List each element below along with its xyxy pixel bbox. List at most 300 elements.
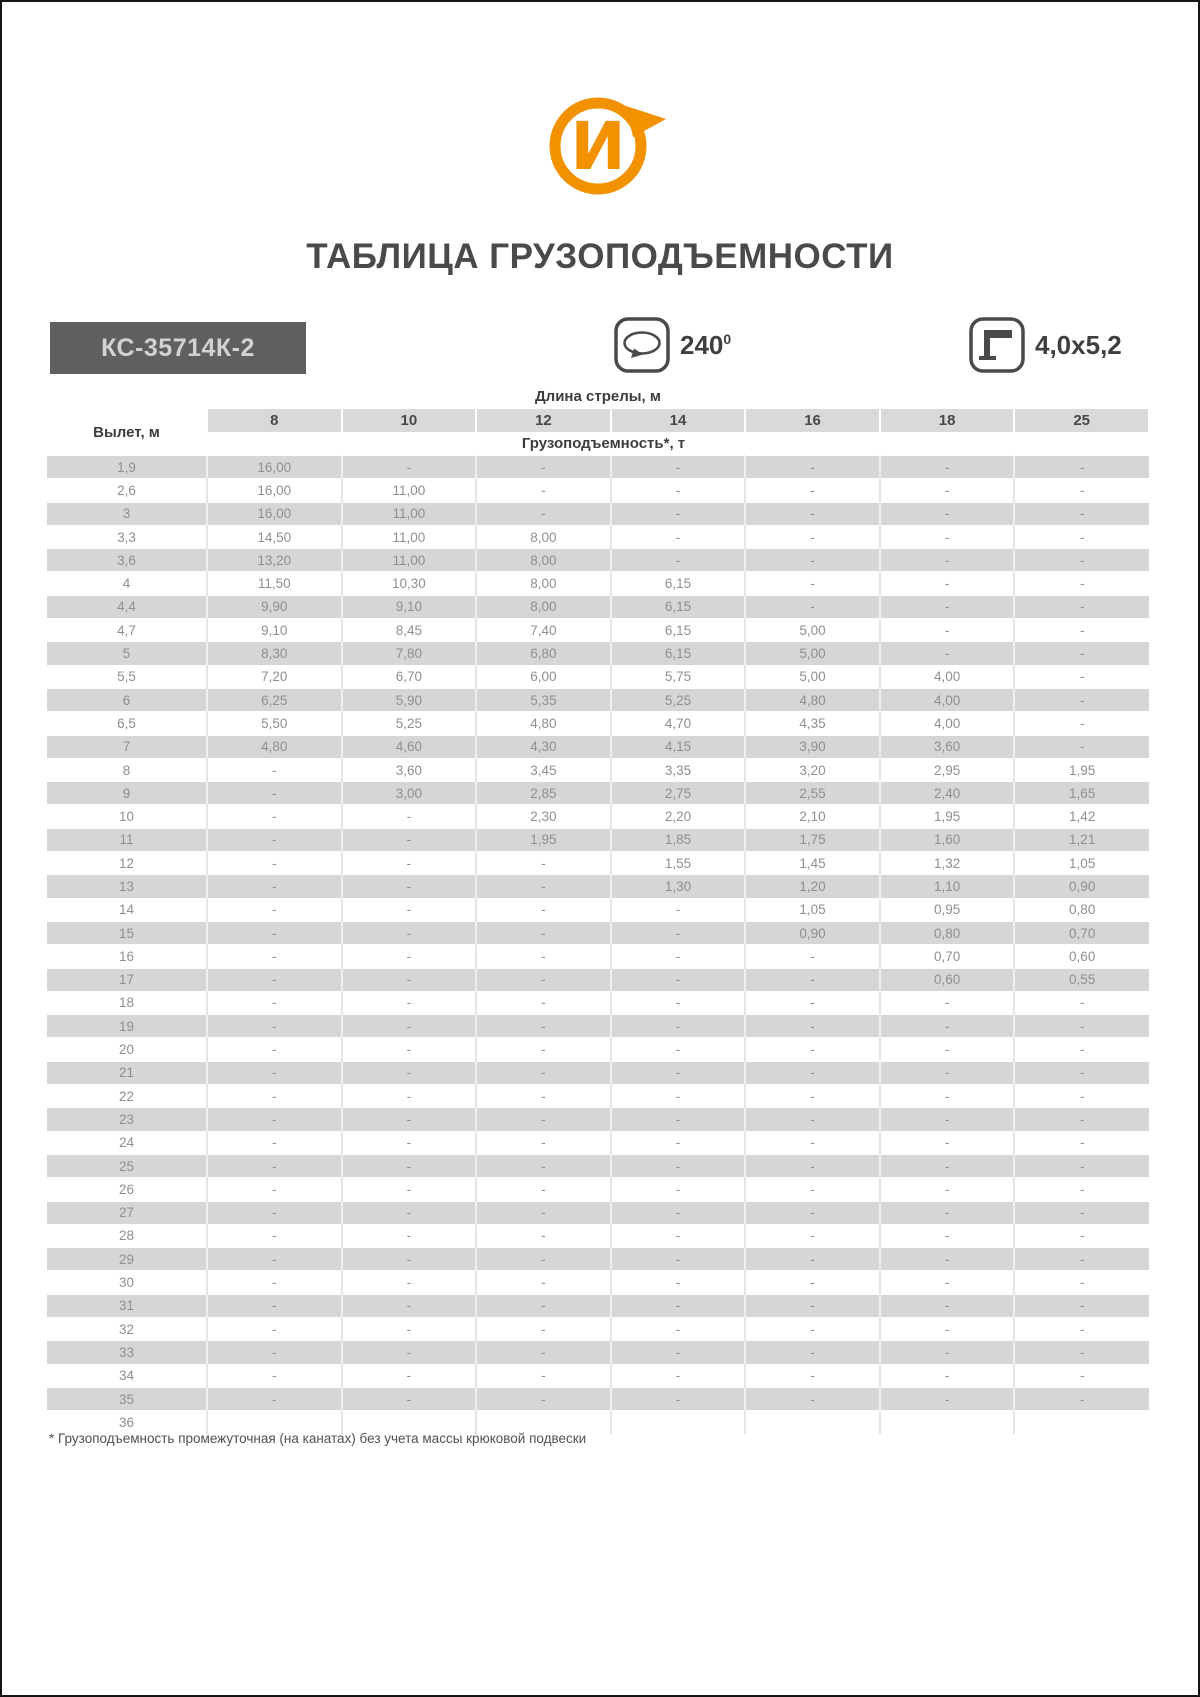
capacity-cell: - xyxy=(745,1131,880,1154)
capacity-cell: - xyxy=(745,1341,880,1364)
boom-length-column: 25 xyxy=(1014,409,1149,432)
capacity-cell: - xyxy=(342,875,477,898)
capacity-cell: 6,70 xyxy=(342,665,477,688)
capacity-cell: - xyxy=(1014,735,1149,758)
table-row xyxy=(47,1154,1149,1177)
table-row xyxy=(47,898,1149,921)
capacity-cell: 7,80 xyxy=(342,642,477,665)
outriggers-label: 4,0х5,2 xyxy=(1035,329,1122,360)
capacity-cell: - xyxy=(342,1154,477,1177)
capacity-cell: - xyxy=(342,852,477,875)
outreach-cell: 3 xyxy=(47,502,207,525)
outreach-cell: 25 xyxy=(47,1154,207,1177)
capacity-cell: - xyxy=(476,1364,611,1387)
table-row xyxy=(47,991,1149,1014)
capacity-cell: 8,00 xyxy=(476,525,611,548)
table-row xyxy=(47,1038,1149,1061)
capacity-cell: 10,30 xyxy=(342,572,477,595)
table-row xyxy=(47,875,1149,898)
capacity-cell: 4,00 xyxy=(880,712,1015,735)
outreach-cell: 12 xyxy=(47,852,207,875)
outreach-cell: 34 xyxy=(47,1364,207,1387)
table-row xyxy=(47,1317,1149,1340)
outreach-cell: 7 xyxy=(47,735,207,758)
capacity-cell: 2,55 xyxy=(745,782,880,805)
capacity-cell: - xyxy=(476,1038,611,1061)
capacity-cell: 1,75 xyxy=(745,828,880,851)
capacity-cell: 3,20 xyxy=(745,758,880,781)
capacity-cell: 4,80 xyxy=(476,712,611,735)
capacity-cell: 1,10 xyxy=(880,875,1015,898)
capacity-cell: 0,60 xyxy=(880,968,1015,991)
capacity-cell: - xyxy=(207,1294,342,1317)
capacity-cell: 6,15 xyxy=(611,595,746,618)
outreach-cell: 14 xyxy=(47,898,207,921)
capacity-cell: 5,25 xyxy=(342,712,477,735)
outreach-cell: 30 xyxy=(47,1271,207,1294)
capacity-cell: - xyxy=(207,1317,342,1340)
capacity-cell: 9,10 xyxy=(342,595,477,618)
capacity-cell: - xyxy=(1014,1061,1149,1084)
outreach-cell: 17 xyxy=(47,968,207,991)
capacity-cell: - xyxy=(207,968,342,991)
capacity-cell: - xyxy=(342,968,477,991)
capacity-cell: 11,50 xyxy=(207,572,342,595)
table-row xyxy=(47,665,1149,688)
capacity-cell: 0,80 xyxy=(1014,898,1149,921)
capacity-cell: - xyxy=(880,1294,1015,1317)
outreach-cell: 6,5 xyxy=(47,712,207,735)
capacity-cell: 1,60 xyxy=(880,828,1015,851)
capacity-cell: - xyxy=(880,1224,1015,1247)
capacity-cell: - xyxy=(207,1178,342,1201)
outreach-cell: 26 xyxy=(47,1178,207,1201)
capacity-cell: 9,10 xyxy=(207,619,342,642)
capacity-table xyxy=(47,383,1150,1434)
capacity-cell: 4,30 xyxy=(476,735,611,758)
capacity-cell: 2,95 xyxy=(880,758,1015,781)
capacity-cell: - xyxy=(745,1294,880,1317)
capacity-cell: - xyxy=(880,1038,1015,1061)
capacity-cell: - xyxy=(207,945,342,968)
table-row xyxy=(47,1271,1149,1294)
capacity-cell: - xyxy=(476,968,611,991)
capacity-cell: - xyxy=(745,502,880,525)
capacity-cell: - xyxy=(880,1341,1015,1364)
outreach-cell: 1,9 xyxy=(47,456,207,479)
table-row xyxy=(47,525,1149,548)
capacity-cell: - xyxy=(745,968,880,991)
capacity-cell: - xyxy=(342,1317,477,1340)
table-row xyxy=(47,1341,1149,1364)
table-row xyxy=(47,619,1149,642)
capacity-cell: - xyxy=(745,991,880,1014)
capacity-cell: - xyxy=(1014,1317,1149,1340)
table-row xyxy=(47,595,1149,618)
capacity-cell: - xyxy=(611,921,746,944)
capacity-cell: - xyxy=(476,1387,611,1410)
capacity-cell: 2,10 xyxy=(745,805,880,828)
rotation-control xyxy=(613,316,731,374)
capacity-cell: - xyxy=(1014,665,1149,688)
capacity-cell: - xyxy=(476,1271,611,1294)
capacity-cell: 4,80 xyxy=(745,688,880,711)
capacity-cell xyxy=(1014,1411,1149,1434)
table-row xyxy=(47,456,1149,479)
table-row xyxy=(47,945,1149,968)
capacity-header: Грузоподъемность*, т xyxy=(521,435,686,452)
outreach-cell: 3,6 xyxy=(47,549,207,572)
capacity-cell: - xyxy=(880,1248,1015,1271)
outreach-cell: 4,7 xyxy=(47,619,207,642)
capacity-cell: - xyxy=(342,1085,477,1108)
capacity-cell: - xyxy=(342,1108,477,1131)
footnote: * Грузоподъемность промежуточная (на канатах) без учета массы крюковой подвески xyxy=(49,1431,587,1446)
capacity-cell: - xyxy=(745,1015,880,1038)
capacity-cell: 4,70 xyxy=(611,712,746,735)
table-row xyxy=(47,479,1149,502)
outreach-cell: 5 xyxy=(47,642,207,665)
table-row xyxy=(47,1131,1149,1154)
capacity-cell: - xyxy=(611,1015,746,1038)
outreach-cell: 3,3 xyxy=(47,525,207,548)
capacity-cell: - xyxy=(1014,1108,1149,1131)
boom-length-header: Длина стрелы, м xyxy=(47,383,1149,409)
capacity-cell: - xyxy=(880,479,1015,502)
table-row xyxy=(47,1248,1149,1271)
capacity-cell: - xyxy=(342,805,477,828)
capacity-cell: - xyxy=(1014,502,1149,525)
capacity-cell: - xyxy=(611,1085,746,1108)
capacity-cell: - xyxy=(745,595,880,618)
capacity-cell: - xyxy=(611,898,746,921)
boom-length-column: 12 xyxy=(476,409,611,432)
table-row xyxy=(47,1108,1149,1131)
outreach-cell: 5,5 xyxy=(47,665,207,688)
capacity-cell: - xyxy=(476,1201,611,1224)
capacity-cell: 0,60 xyxy=(1014,945,1149,968)
capacity-cell: 4,00 xyxy=(880,665,1015,688)
outreach-cell: 4,4 xyxy=(47,595,207,618)
capacity-cell: - xyxy=(342,1178,477,1201)
capacity-cell: - xyxy=(611,1154,746,1177)
rotation-label: $240^0$ xyxy=(680,329,732,360)
capacity-cell: - xyxy=(1014,1364,1149,1387)
capacity-cell: - xyxy=(476,1224,611,1247)
capacity-cell: - xyxy=(476,502,611,525)
outreach-cell: 29 xyxy=(47,1248,207,1271)
capacity-cell: - xyxy=(745,1154,880,1177)
capacity-cell: 8,00 xyxy=(476,549,611,572)
boom-length-column: 8 xyxy=(207,409,342,432)
capacity-cell: - xyxy=(207,921,342,944)
outreach-cell: 18 xyxy=(47,991,207,1014)
capacity-cell: 3,60 xyxy=(880,735,1015,758)
capacity-cell: 6,25 xyxy=(207,688,342,711)
table-row xyxy=(47,782,1149,805)
capacity-cell: - xyxy=(342,1061,477,1084)
outreach-cell: 21 xyxy=(47,1061,207,1084)
capacity-cell: - xyxy=(880,1178,1015,1201)
capacity-cell: 1,32 xyxy=(880,852,1015,875)
boom-columns-row xyxy=(47,409,1149,432)
capacity-cell: 1,45 xyxy=(745,852,880,875)
model-badge xyxy=(50,322,306,374)
capacity-cell: 6,80 xyxy=(476,642,611,665)
outreach-cell: 11 xyxy=(47,828,207,851)
capacity-cell: - xyxy=(207,1154,342,1177)
outreach-cell: 35 xyxy=(47,1387,207,1410)
outreach-cell: 19 xyxy=(47,1015,207,1038)
capacity-cell: - xyxy=(880,1108,1015,1131)
capacity-cell: 1,55 xyxy=(611,852,746,875)
table-row xyxy=(47,502,1149,525)
boom-length-column: 16 xyxy=(745,409,880,432)
boom-length-column: 18 xyxy=(880,409,1015,432)
capacity-cell: - xyxy=(1014,642,1149,665)
capacity-cell: - xyxy=(476,1154,611,1177)
capacity-cell: - xyxy=(745,945,880,968)
capacity-cell: - xyxy=(207,1387,342,1410)
capacity-cell: - xyxy=(342,898,477,921)
capacity-cell: - xyxy=(342,991,477,1014)
capacity-cell: 1,05 xyxy=(1014,852,1149,875)
table-row xyxy=(47,1015,1149,1038)
capacity-cell: - xyxy=(476,945,611,968)
capacity-cell: - xyxy=(880,1317,1015,1340)
capacity-cell: 1,30 xyxy=(611,875,746,898)
capacity-cell: - xyxy=(207,1248,342,1271)
capacity-cell: - xyxy=(476,1248,611,1271)
capacity-cell: - xyxy=(476,479,611,502)
capacity-cell: - xyxy=(880,595,1015,618)
table-row xyxy=(47,642,1149,665)
capacity-cell: - xyxy=(476,1317,611,1340)
capacity-cell: - xyxy=(342,1201,477,1224)
capacity-cell: - xyxy=(1014,1294,1149,1317)
outreach-cell: 22 xyxy=(47,1085,207,1108)
capacity-cell: - xyxy=(745,1178,880,1201)
capacity-cell: 0,70 xyxy=(880,945,1015,968)
capacity-cell: - xyxy=(1014,525,1149,548)
capacity-cell: - xyxy=(745,1387,880,1410)
capacity-cell: - xyxy=(342,456,477,479)
capacity-cell: 0,80 xyxy=(880,921,1015,944)
capacity-cell: - xyxy=(1014,1038,1149,1061)
capacity-cell: - xyxy=(611,1317,746,1340)
capacity-cell: 11,00 xyxy=(342,549,477,572)
capacity-cell: - xyxy=(880,1387,1015,1410)
boom-length-column: 14 xyxy=(611,409,746,432)
table-row xyxy=(47,1294,1149,1317)
capacity-cell: - xyxy=(880,1015,1015,1038)
capacity-cell: 4,35 xyxy=(745,712,880,735)
model-label: КС-35714К-2 xyxy=(101,333,255,362)
capacity-cell: 0,95 xyxy=(880,898,1015,921)
capacity-cell: 0,55 xyxy=(1014,968,1149,991)
table-row xyxy=(47,572,1149,595)
capacity-cell: 1,95 xyxy=(880,805,1015,828)
capacity-cell: - xyxy=(207,898,342,921)
capacity-cell: - xyxy=(207,1201,342,1224)
capacity-cell: - xyxy=(476,1015,611,1038)
capacity-cell: 2,40 xyxy=(880,782,1015,805)
capacity-cell: - xyxy=(1014,1015,1149,1038)
table-row xyxy=(47,1224,1149,1247)
capacity-cell: - xyxy=(1014,572,1149,595)
capacity-table-body xyxy=(47,456,1149,1434)
capacity-cell: 2,75 xyxy=(611,782,746,805)
capacity-cell: - xyxy=(342,1364,477,1387)
capacity-cell: 5,25 xyxy=(611,688,746,711)
capacity-cell: - xyxy=(611,1131,746,1154)
table-row xyxy=(47,968,1149,991)
capacity-cell: 4,00 xyxy=(880,688,1015,711)
table-row xyxy=(47,688,1149,711)
capacity-cell: - xyxy=(611,968,746,991)
capacity-cell: 11,00 xyxy=(342,479,477,502)
capacity-cell: - xyxy=(207,1085,342,1108)
capacity-cell: - xyxy=(611,1364,746,1387)
capacity-cell: - xyxy=(1014,619,1149,642)
capacity-cell: - xyxy=(476,1085,611,1108)
capacity-cell: - xyxy=(342,1015,477,1038)
capacity-cell: - xyxy=(1014,456,1149,479)
svg-text:И: И xyxy=(570,108,626,185)
capacity-cell: - xyxy=(880,1061,1015,1084)
capacity-cell: 1,21 xyxy=(1014,828,1149,851)
capacity-cell: - xyxy=(745,456,880,479)
capacity-cell: 13,20 xyxy=(207,549,342,572)
outreach-cell: 33 xyxy=(47,1341,207,1364)
capacity-cell: - xyxy=(880,1201,1015,1224)
capacity-cell: - xyxy=(611,1108,746,1131)
capacity-cell: - xyxy=(880,1271,1015,1294)
table-row xyxy=(47,1085,1149,1108)
capacity-cell: - xyxy=(476,1341,611,1364)
capacity-cell: 3,45 xyxy=(476,758,611,781)
table-row xyxy=(47,852,1149,875)
outreach-cell: 6 xyxy=(47,688,207,711)
capacity-cell: 1,20 xyxy=(745,875,880,898)
capacity-cell: - xyxy=(611,1061,746,1084)
capacity-cell: - xyxy=(745,1248,880,1271)
capacity-cell: - xyxy=(476,456,611,479)
capacity-cell: - xyxy=(880,456,1015,479)
capacity-cell: - xyxy=(207,1364,342,1387)
capacity-cell: - xyxy=(745,1061,880,1084)
capacity-cell: 0,90 xyxy=(745,921,880,944)
outreach-cell: 9 xyxy=(47,782,207,805)
capacity-cell: 8,45 xyxy=(342,619,477,642)
capacity-cell: - xyxy=(207,1224,342,1247)
outreach-cell: 13 xyxy=(47,875,207,898)
capacity-cell: 7,40 xyxy=(476,619,611,642)
capacity-cell: 16,00 xyxy=(207,456,342,479)
capacity-cell: 1,95 xyxy=(1014,758,1149,781)
capacity-cell: - xyxy=(880,1131,1015,1154)
capacity-cell: - xyxy=(476,852,611,875)
capacity-cell: - xyxy=(1014,1224,1149,1247)
capacity-cell: - xyxy=(611,945,746,968)
capacity-cell: - xyxy=(1014,1178,1149,1201)
capacity-cell: 6,15 xyxy=(611,642,746,665)
capacity-cell: - xyxy=(207,852,342,875)
outreach-cell: 16 xyxy=(47,945,207,968)
capacity-cell: - xyxy=(1014,549,1149,572)
table-row xyxy=(47,1061,1149,1084)
outreach-cell: 36 xyxy=(47,1411,207,1434)
capacity-cell: - xyxy=(1014,1085,1149,1108)
capacity-cell: 5,00 xyxy=(745,642,880,665)
capacity-cell: 7,20 xyxy=(207,665,342,688)
outriggers-control xyxy=(968,316,1122,374)
capacity-cell: - xyxy=(207,782,342,805)
capacity-cell: - xyxy=(342,828,477,851)
capacity-cell: - xyxy=(745,1085,880,1108)
capacity-cell: - xyxy=(342,1387,477,1410)
logo xyxy=(540,90,668,200)
capacity-cell: - xyxy=(880,1364,1015,1387)
capacity-cell: - xyxy=(207,758,342,781)
capacity-cell: - xyxy=(342,1341,477,1364)
capacity-cell: - xyxy=(207,1108,342,1131)
outreach-cell: 28 xyxy=(47,1224,207,1247)
capacity-cell: - xyxy=(745,1317,880,1340)
capacity-cell: - xyxy=(611,1248,746,1271)
capacity-cell: - xyxy=(611,1224,746,1247)
capacity-cell: 5,50 xyxy=(207,712,342,735)
boom-length-column: 10 xyxy=(342,409,477,432)
capacity-cell: 5,75 xyxy=(611,665,746,688)
capacity-cell: - xyxy=(745,1364,880,1387)
capacity-cell: - xyxy=(1014,712,1149,735)
outreach-cell: 4 xyxy=(47,572,207,595)
table-row xyxy=(47,1178,1149,1201)
capacity-cell: 1,95 xyxy=(476,828,611,851)
capacity-cell: 6,00 xyxy=(476,665,611,688)
page-title: ТАБЛИЦА ГРУЗОПОДЪЕМНОСТИ xyxy=(306,237,894,276)
outrigger-base-icon xyxy=(968,316,1026,374)
outreach-cell: 10 xyxy=(47,805,207,828)
capacity-cell: - xyxy=(745,1038,880,1061)
capacity-cell: - xyxy=(207,1341,342,1364)
capacity-cell: 2,30 xyxy=(476,805,611,828)
table-row xyxy=(47,758,1149,781)
capacity-cell: - xyxy=(880,1085,1015,1108)
capacity-cell: 0,90 xyxy=(1014,875,1149,898)
outreach-cell: 20 xyxy=(47,1038,207,1061)
table-row xyxy=(47,921,1149,944)
capacity-cell: - xyxy=(342,945,477,968)
capacity-cell xyxy=(611,1411,746,1434)
capacity-cell: 5,00 xyxy=(745,665,880,688)
capacity-cell: - xyxy=(476,1178,611,1201)
capacity-cell: - xyxy=(476,1061,611,1084)
table-row xyxy=(47,1387,1149,1410)
capacity-cell: 0,70 xyxy=(1014,921,1149,944)
outreach-cell: 8 xyxy=(47,758,207,781)
capacity-cell: - xyxy=(476,875,611,898)
rotation-angle-icon xyxy=(613,316,671,374)
capacity-cell: - xyxy=(611,1341,746,1364)
capacity-cell: - xyxy=(880,502,1015,525)
capacity-cell: - xyxy=(476,1294,611,1317)
capacity-cell: - xyxy=(207,1061,342,1084)
capacity-cell: 2,85 xyxy=(476,782,611,805)
capacity-cell: 8,30 xyxy=(207,642,342,665)
table-row xyxy=(47,735,1149,758)
